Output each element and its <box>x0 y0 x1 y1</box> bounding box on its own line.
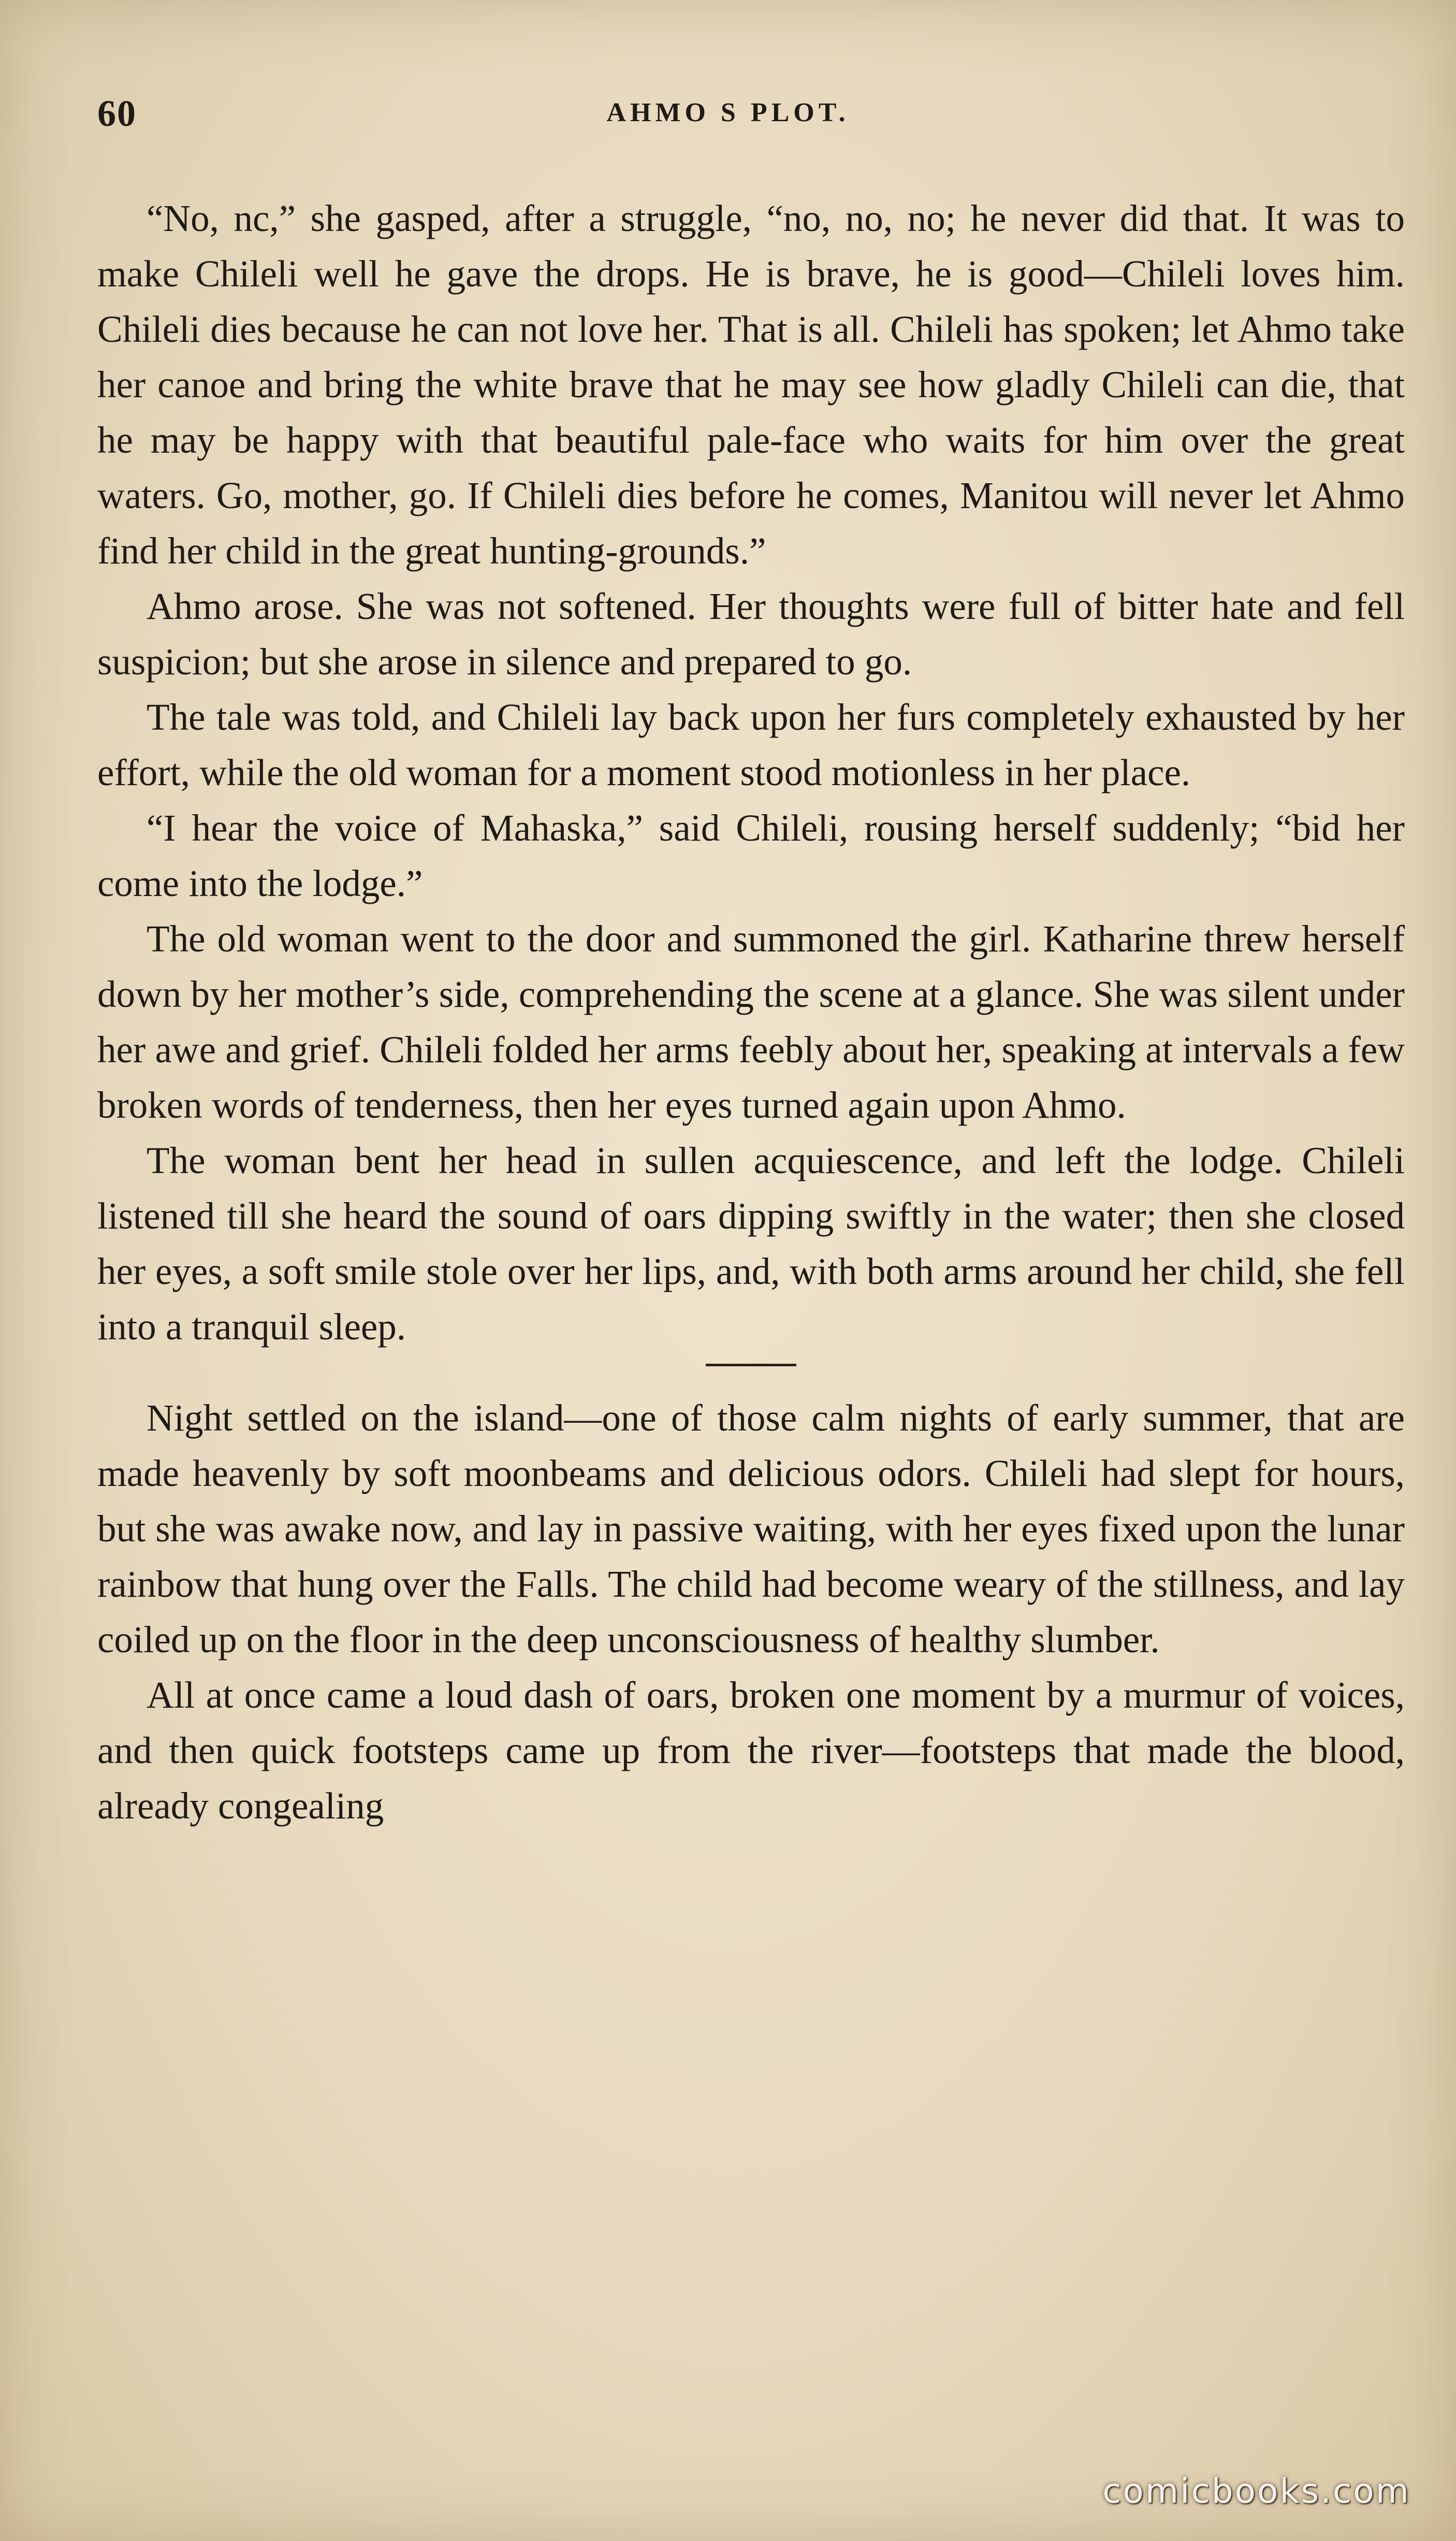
paragraph: The tale was told, and Chileli lay back upon her furs completely exhausted by her effort, while the old woman for a moment stood motionless in her place. <box>97 696 1405 793</box>
running-title: AHMO S PLOT. <box>606 98 850 127</box>
running-head <box>0 92 1456 134</box>
paragraph: The woman bent her head in sullen acquiescence, and left the lodge. Chileli listened till she heard the sound of oars dipping swiftly in the water; then she closed her eyes, a soft smile stole over her lips, and, with both arms around her child, she fell into a tranquil sleep. <box>97 1139 1405 1348</box>
paragraph: All at once came a loud dash of oars, broken one moment by a murmur of voices, and then quick footsteps came up from the river—footsteps that made the blood, already congealing <box>97 1674 1405 1827</box>
body-text <box>97 191 1405 1833</box>
paragraph: Ahmo arose. She was not softened. Her thoughts were full of bitter hate and fell suspicion; but she arose in silence and prepared to go. <box>97 585 1405 683</box>
watermark: comicbooks.com <box>1102 2471 1410 2511</box>
paragraph: “No, nc,” she gasped, after a struggle, “no, no, no; he never did that. It was to make Chileli well he gave the drops. He is brave, he is good—Chileli loves him. Chileli dies because he can not love her. That is all. Chileli has spoken; let Ahmo take her canoe and bring the white brave that he may see how gladly Chileli can die, that he may be happy with that beautiful pale-face who waits for him over the great waters. Go, mother, go. If Chileli dies before he comes, Manitou will never let Ahmo find her child in the great hunting-grounds.” <box>97 197 1405 572</box>
page-number: 60 <box>97 93 137 134</box>
section-break-rule <box>706 1364 796 1366</box>
paragraph: “I hear the voice of Mahaska,” said Chileli, rousing herself suddenly; “bid her come into the lodge.” <box>97 807 1405 904</box>
paragraph: The old woman went to the door and summoned the girl. Katharine threw herself down by her mother’s side, comprehending the scene at a glance. She was silent under her awe and grief. Chileli folded her arms feebly about her, speaking at intervals a few broken words of tenderness, then her eyes turned again upon Ahmo. <box>97 918 1405 1126</box>
paragraph: Night settled on the island—one of those calm nights of early summer, that are made heavenly by soft moonbeams and delicious odors. Chileli had slept for hours, but she was awake now, and lay in passive waiting, with her eyes fixed upon the lunar rainbow that hung over the Falls. The child had become weary of the stillness, and lay coiled up on the floor in the deep unconsciousness of healthy slumber. <box>97 1397 1405 1661</box>
